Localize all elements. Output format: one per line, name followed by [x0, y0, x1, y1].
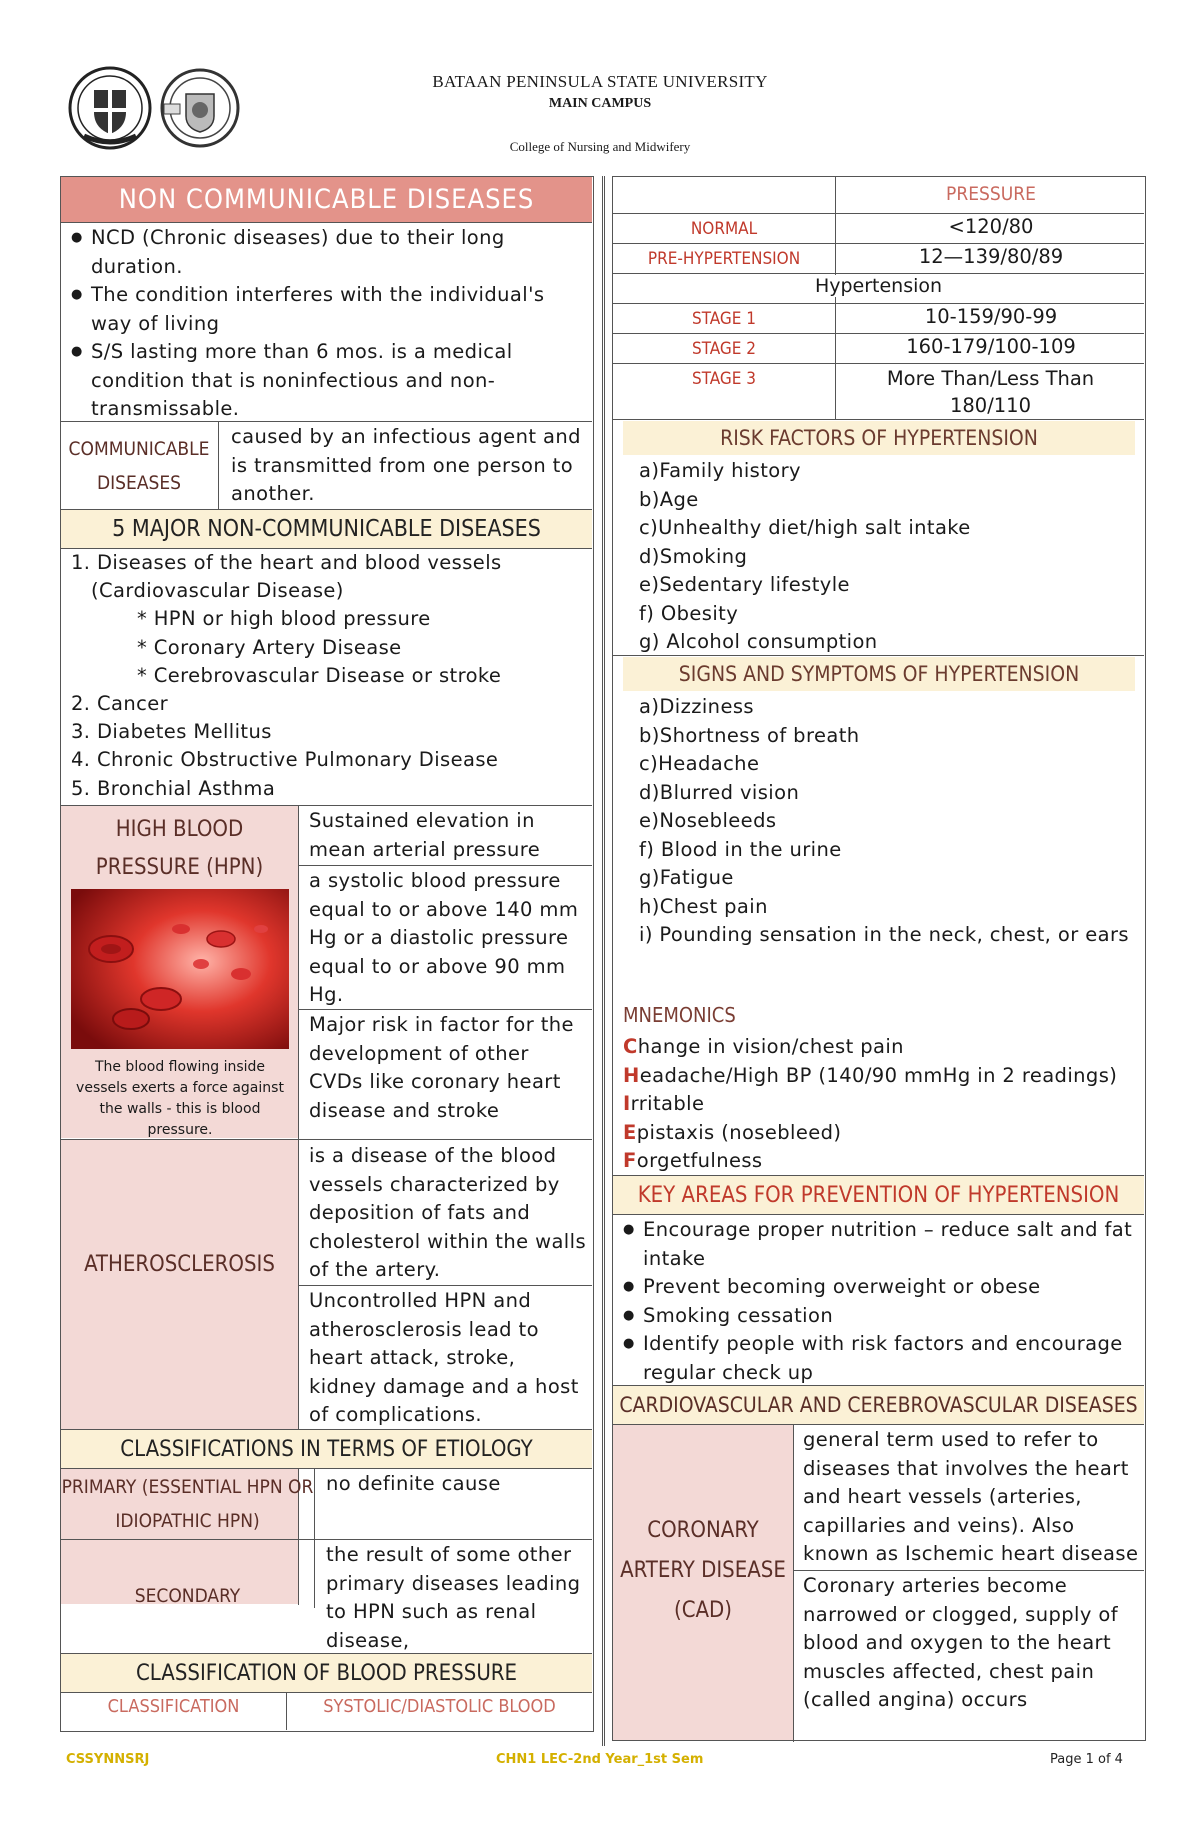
- cad-term: CORONARY ARTERY DISEASE (CAD): [620, 1518, 786, 1623]
- secondary-term: SECONDARY: [134, 1585, 241, 1607]
- bp-stage-label: STAGE 1: [692, 309, 756, 329]
- major-ncd-item: 2. Cancer: [71, 692, 169, 716]
- hpn-image-caption: The blood flowing inside vessels exerts a force against the walls - this is blood pressure.: [76, 1059, 284, 1138]
- page-number: Page 1 of 4: [1050, 1752, 1123, 1767]
- mnemonic-letter: F: [623, 1149, 637, 1172]
- signs-item: e)Nosebleeds: [639, 809, 777, 832]
- mnemonic-letter: H: [623, 1063, 640, 1087]
- major-ncd-title: 5 MAJOR NON-COMMUNICABLE DISEASES: [61, 510, 592, 548]
- cad-definition: Coronary arteries become narrowed or clogged, supply of blood and oxygen to the heart muscles affected, chest pain (called angina) occurs: [803, 1574, 1118, 1711]
- communicable-term: COMMUNICABLE DISEASES: [68, 438, 210, 494]
- ncd-bullet: ● S/S lasting more than 6 mos. is a medical condition that is noninfectious and non-transmissable.: [71, 338, 581, 424]
- athero-definition: is a disease of the blood vessels characterized by deposition of fats and cholesterol within the walls of the artery.: [309, 1144, 587, 1281]
- campus-name: MAIN CAMPUS: [548, 96, 652, 111]
- signs-item: g)Fatigue: [639, 866, 734, 889]
- blood-cells-image: [71, 889, 289, 1049]
- university-name: BATAAN PENINSULA STATE UNIVERSITY: [432, 72, 768, 91]
- prevention-title: KEY AREAS FOR PREVENTION OF HYPERTENSION: [613, 1176, 1144, 1214]
- bp-row-value: 12—139/80/89: [918, 245, 1064, 268]
- ncd-bullet-list: [71, 224, 581, 424]
- mnemonics-title: MNEMONICS: [623, 1003, 736, 1027]
- risk-title: RISK FACTORS OF HYPERTENSION: [623, 421, 1135, 455]
- signs-title: SIGNS AND SYMPTOMS OF HYPERTENSION: [623, 657, 1135, 691]
- prevention-item: ● Smoking cessation: [623, 1302, 1138, 1331]
- risk-item: g) Alcohol consumption: [639, 630, 878, 653]
- secondary-definition: the result of some other primary diseases leading to HPN such as renal disease,: [326, 1543, 581, 1652]
- signs-item: d)Blurred vision: [639, 780, 800, 804]
- bp-row-value: <120/80: [948, 215, 1034, 238]
- mnemonic-letter: E: [623, 1120, 637, 1144]
- risk-item: e)Sedentary lifestyle: [639, 573, 850, 596]
- major-ncd-item: 1. Diseases of the heart and blood vessels: [71, 551, 502, 574]
- risk-item: f) Obesity: [639, 601, 739, 625]
- bp-class-title: CLASSIFICATION OF BLOOD PRESSURE: [61, 1654, 592, 1692]
- primary-definition: no definite cause: [326, 1472, 501, 1495]
- mnemonic-rest: hange in vision/chest pain: [637, 1035, 904, 1058]
- mnemonic-rest: pistaxis (nosebleed): [636, 1120, 842, 1144]
- signs-item: f) Blood in the urine: [639, 837, 842, 861]
- footer-left: CSSYNNSRJ: [66, 1752, 150, 1767]
- etiology-title: CLASSIFICATIONS IN TERMS OF ETIOLOGY: [61, 1430, 592, 1468]
- signs-list: [639, 693, 1134, 950]
- mnemonic-item: [623, 1147, 1138, 1176]
- college-name: College of Nursing and Midwifery: [509, 139, 691, 154]
- mnemonic-letter: C: [623, 1035, 638, 1058]
- hpn-term: HIGH BLOOD PRESSURE (HPN): [95, 817, 264, 880]
- major-ncd-item: 4. Chronic Obstructive Pulmonary Disease: [71, 748, 499, 772]
- major-ncd-subitem: * Coronary Artery Disease: [137, 635, 402, 659]
- cad-definition: general term used to refer to diseases that involves the heart and heart vessels (arteries, capillaries and veins). Also known as Ischemic heart disease: [803, 1428, 1139, 1565]
- signs-item: c)Headache: [639, 752, 760, 775]
- footer-center: CHN1 LEC-2nd Year_1st Sem: [496, 1752, 704, 1767]
- major-ncd-subitem: * HPN or high blood pressure: [137, 607, 431, 631]
- mnemonic-item: [623, 1119, 1138, 1148]
- right-column: [612, 176, 1146, 1741]
- bp-stage-value: 10-159/90-99: [924, 305, 1058, 328]
- mnemonics-list: [623, 1033, 1138, 1176]
- hpn-definition: Major risk in factor for the development of other CVDs like coronary heart disease and stroke: [309, 1013, 574, 1122]
- major-ncd-item: 5. Bronchial Asthma: [71, 776, 276, 800]
- hpn-definition: Sustained elevation in mean arterial pressure: [309, 809, 541, 861]
- mnemonic-item: [623, 1090, 1138, 1119]
- bp-row-label: NORMAL: [690, 219, 758, 239]
- communicable-definition: caused by an infectious agent and is transmitted from one person to another.: [231, 425, 581, 505]
- mnemonic-item: [623, 1033, 1138, 1062]
- mnemonic-rest: orgetfulness: [636, 1149, 763, 1172]
- prevention-list: [623, 1216, 1138, 1387]
- major-ncd-item: 3. Diabetes Mellitus: [71, 720, 272, 744]
- athero-term: ATHEROSCLEROSIS: [84, 1252, 275, 1277]
- bp-class-col1: CLASSIFICATION: [107, 1696, 240, 1717]
- prevention-item: ● Identify people with risk factors and encourage regular check up: [623, 1330, 1138, 1387]
- hpn-definition: a systolic blood pressure equal to or above 140 mm Hg or a diastolic pressure equal to or above 90 mm Hg.: [309, 869, 579, 1006]
- bp-class-col2: SYSTOLIC/DIASTOLIC BLOOD: [323, 1696, 556, 1717]
- ncd-title: NON COMMUNICABLE DISEASES: [61, 177, 592, 222]
- signs-item: h)Chest pain: [639, 894, 768, 918]
- ncd-bullet: ● The condition interferes with the individual's way of living: [71, 281, 581, 338]
- mnemonic-item: [623, 1062, 1138, 1091]
- major-ncd-subitem: * Cerebrovascular Disease or stroke: [137, 663, 502, 687]
- ncd-bullet: ● NCD (Chronic diseases) due to their long duration.: [71, 224, 581, 281]
- column-divider: [602, 176, 605, 1746]
- signs-item: b)Shortness of breath: [639, 723, 860, 747]
- mnemonic-rest: eadache/High BP (140/90 mmHg in 2 readings): [639, 1063, 1118, 1087]
- cardio-title: CARDIOVASCULAR AND CEREBROVASCULAR DISEASES: [613, 1386, 1144, 1424]
- signs-item: a)Dizziness: [639, 695, 754, 718]
- mnemonic-letter: I: [623, 1092, 631, 1115]
- prevention-item: ● Encourage proper nutrition – reduce salt and fat intake: [623, 1216, 1138, 1273]
- mnemonic-rest: rritable: [630, 1092, 705, 1115]
- bp-stage-label: STAGE 3: [692, 369, 756, 389]
- risk-item: a)Family history: [639, 459, 801, 482]
- bp-stage-value: More Than/Less Than 180/110: [886, 367, 1095, 417]
- bp-row-label: PRE-HYPERTENSION: [647, 249, 801, 269]
- hypertension-row: Hypertension: [613, 275, 1144, 297]
- risk-list: [639, 457, 1134, 657]
- major-ncd-list: [71, 549, 586, 803]
- prevention-item: ● Prevent becoming overweight or obese: [623, 1273, 1138, 1302]
- risk-item: c)Unhealthy diet/high salt intake: [639, 516, 971, 539]
- risk-item: b)Age: [639, 487, 699, 511]
- signs-item: i) Pounding sensation in the neck, chest, or ears: [639, 923, 1129, 946]
- major-ncd-item: (Cardiovascular Disease): [91, 579, 344, 603]
- risk-item: d)Smoking: [639, 544, 748, 568]
- athero-definition: Uncontrolled HPN and atherosclerosis lead to heart attack, stroke, kidney damage and a host of complications.: [309, 1289, 579, 1426]
- left-column: [60, 176, 594, 1732]
- bp-stage-label: STAGE 2: [692, 339, 756, 359]
- pressure-header: PRESSURE: [946, 183, 1036, 205]
- bp-stage-value: 160-179/100-109: [906, 335, 1076, 358]
- primary-term: PRIMARY (ESSENTIAL HPN OR IDIOPATHIC HPN): [61, 1476, 314, 1532]
